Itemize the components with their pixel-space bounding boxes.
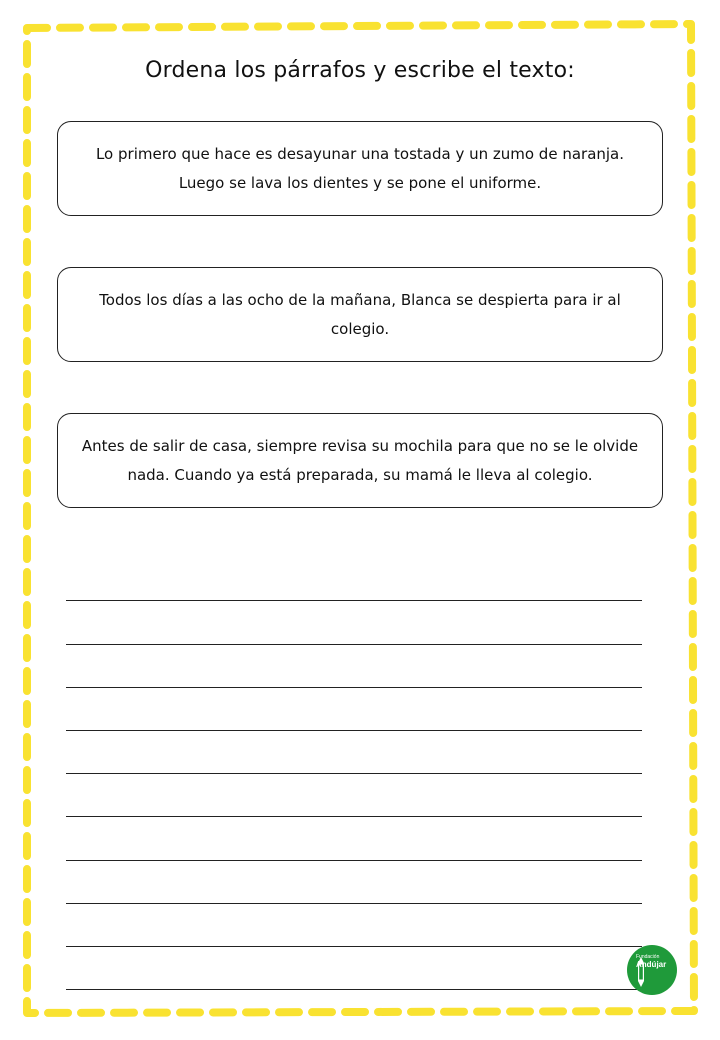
- logo-text-big: Andújar: [636, 960, 667, 969]
- writing-line[interactable]: [66, 600, 642, 601]
- paragraph-box-1: [57, 121, 663, 216]
- writing-line[interactable]: [66, 644, 642, 645]
- writing-line[interactable]: [66, 946, 642, 947]
- paragraph-text-3: Antes de salir de casa, siempre revisa su mochila para que no se le olvide nada. Cuando ya está preparada, su mamá le lleva al colegio.: [81, 436, 639, 484]
- paragraph-box-3: [57, 413, 663, 508]
- writing-line[interactable]: [66, 816, 642, 817]
- page-title: Ordena los párrafos y escribe el texto:: [145, 58, 575, 83]
- foundation-logo: [626, 945, 678, 995]
- logo-text-small: Fundación: [636, 954, 660, 960]
- writing-line[interactable]: [66, 730, 642, 731]
- writing-line[interactable]: [66, 903, 642, 904]
- writing-line[interactable]: [66, 989, 642, 990]
- writing-line[interactable]: [66, 687, 642, 688]
- logo-text: [636, 953, 674, 969]
- paragraph-text-2: Todos los días a las ocho de la mañana, Blanca se despierta para ir al colegio.: [99, 290, 621, 338]
- writing-line[interactable]: [66, 773, 642, 774]
- writing-line[interactable]: [66, 860, 642, 861]
- paragraph-box-2: [57, 267, 663, 362]
- paragraph-text-1: Lo primero que hace es desayunar una tostada y un zumo de naranja. Luego se lava los dientes y se pone el uniforme.: [95, 144, 625, 192]
